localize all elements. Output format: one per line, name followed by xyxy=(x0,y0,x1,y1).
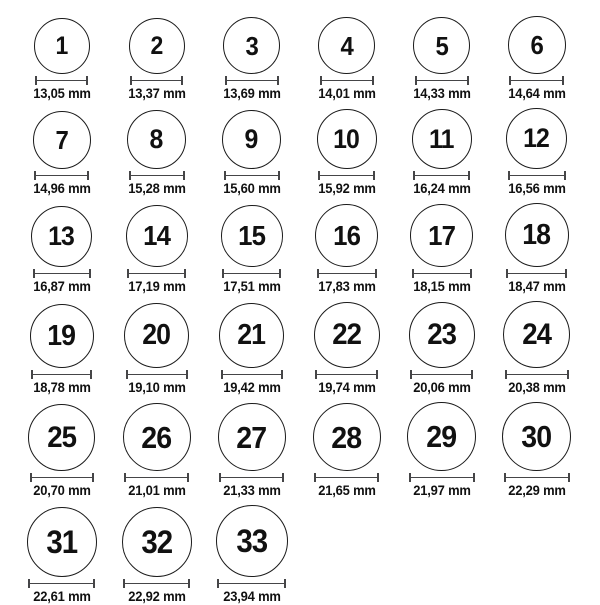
diameter-measure-line xyxy=(509,76,564,85)
ring-size-number: 28 xyxy=(331,419,362,455)
ring-circle xyxy=(407,402,476,471)
measure-line xyxy=(509,175,565,177)
measure-line xyxy=(127,374,187,376)
ring-circle xyxy=(313,403,381,471)
ring-size-number: 19 xyxy=(47,319,76,352)
diameter-measure-line xyxy=(222,269,281,278)
measure-tick-right-icon xyxy=(187,473,189,482)
ring-size-item xyxy=(14,507,109,605)
measure-tick-right-icon xyxy=(568,473,570,482)
measure-tick-right-icon xyxy=(181,76,183,85)
measure-tick-right-icon xyxy=(279,269,281,278)
ring-size-number: 2 xyxy=(150,31,163,60)
chart-row xyxy=(14,203,600,295)
ring-circle xyxy=(33,111,91,169)
diameter-measure-line xyxy=(504,473,570,482)
diameter-label: 22,29 mm xyxy=(507,483,566,498)
diameter-label: 15,92 mm xyxy=(317,181,376,196)
measure-line xyxy=(507,273,566,275)
diameter-measure-line xyxy=(318,171,375,180)
diameter-label: 21,65 mm xyxy=(317,483,376,498)
diameter-measure-line xyxy=(505,370,569,379)
diameter-label: 19,10 mm xyxy=(127,380,186,395)
ring-circle xyxy=(505,203,569,267)
diameter-measure-line xyxy=(320,76,374,85)
measure-tick-right-icon xyxy=(89,269,91,278)
diameter-label: 23,94 mm xyxy=(222,589,281,604)
ring-size-number: 22 xyxy=(332,318,361,351)
measure-line xyxy=(416,80,468,82)
measure-line xyxy=(410,477,474,479)
ring-size-number: 5 xyxy=(435,30,448,61)
measure-tick-right-icon xyxy=(87,171,89,180)
measure-line xyxy=(29,583,94,585)
diameter-measure-line xyxy=(506,269,567,278)
measure-tick-right-icon xyxy=(92,473,94,482)
ring-size-number: 21 xyxy=(237,319,266,351)
ring-size-number: 27 xyxy=(236,419,267,455)
diameter-label: 22,92 mm xyxy=(127,589,186,604)
ring-size-item xyxy=(204,303,299,396)
diameter-measure-line xyxy=(410,370,473,379)
ring-size-item xyxy=(394,402,489,499)
ring-size-number: 8 xyxy=(150,124,163,154)
diameter-label: 21,33 mm xyxy=(222,483,281,498)
ring-size-number: 29 xyxy=(426,419,457,454)
ring-size-item xyxy=(14,18,109,102)
diameter-label: 15,60 mm xyxy=(222,181,281,196)
ring-size-item xyxy=(109,18,204,102)
diameter-measure-line xyxy=(412,269,472,278)
chart-row xyxy=(14,16,600,102)
ring-circle xyxy=(223,17,280,74)
diameter-measure-line xyxy=(219,473,284,482)
ring-size-number: 24 xyxy=(522,317,551,351)
diameter-label: 14,96 mm xyxy=(32,181,91,196)
ring-circle xyxy=(123,403,191,471)
ring-size-item xyxy=(299,17,394,102)
diameter-label: 22,61 mm xyxy=(32,589,91,604)
diameter-label: 16,87 mm xyxy=(32,279,91,294)
ring-size-item xyxy=(299,302,394,396)
diameter-label: 17,19 mm xyxy=(127,279,186,294)
measure-tick-right-icon xyxy=(473,473,475,482)
ring-size-item xyxy=(109,303,204,396)
diameter-measure-line xyxy=(28,579,95,588)
diameter-label: 19,42 mm xyxy=(222,380,281,395)
measure-tick-right-icon xyxy=(278,171,280,180)
ring-size-number: 11 xyxy=(429,123,454,154)
ring-size-item xyxy=(14,404,109,499)
ring-size-item xyxy=(204,110,299,197)
diameter-measure-line xyxy=(413,171,470,180)
measure-line xyxy=(218,583,285,585)
ring-size-number: 18 xyxy=(522,218,551,251)
diameter-measure-line xyxy=(33,269,91,278)
measure-tick-right-icon xyxy=(188,579,190,588)
measure-tick-right-icon xyxy=(565,269,567,278)
diameter-measure-line xyxy=(315,370,378,379)
diameter-label: 18,78 mm xyxy=(32,380,91,395)
ring-size-number: 17 xyxy=(428,219,455,251)
diameter-measure-line xyxy=(35,76,88,85)
measure-line xyxy=(226,80,278,82)
diameter-label: 14,33 mm xyxy=(412,86,471,101)
measure-line xyxy=(414,175,469,177)
ring-circle xyxy=(508,16,566,74)
ring-size-number: 10 xyxy=(333,123,360,154)
diameter-measure-line xyxy=(123,579,190,588)
ring-size-number: 6 xyxy=(530,30,543,60)
ring-circle xyxy=(28,404,95,471)
ring-size-item xyxy=(109,403,204,499)
ring-circle xyxy=(129,18,185,74)
ring-circle xyxy=(222,110,281,169)
measure-line xyxy=(321,80,373,82)
measure-tick-right-icon xyxy=(562,76,564,85)
measure-line xyxy=(36,80,87,82)
measure-tick-right-icon xyxy=(183,171,185,180)
ring-size-number: 15 xyxy=(238,220,265,251)
diameter-measure-line xyxy=(314,473,379,482)
measure-tick-right-icon xyxy=(375,269,377,278)
diameter-measure-line xyxy=(127,269,186,278)
measure-line xyxy=(505,477,569,479)
ring-size-item xyxy=(394,302,489,396)
diameter-label: 14,01 mm xyxy=(317,86,376,101)
ring-circle xyxy=(410,204,473,267)
measure-tick-right-icon xyxy=(564,171,566,180)
measure-tick-right-icon xyxy=(282,473,284,482)
ring-size-item xyxy=(109,205,204,295)
measure-line xyxy=(32,374,91,376)
measure-tick-right-icon xyxy=(471,370,473,379)
measure-tick-right-icon xyxy=(186,370,188,379)
ring-circle xyxy=(127,110,186,169)
measure-line xyxy=(223,273,280,275)
ring-size-number: 25 xyxy=(47,420,76,454)
diameter-label: 18,15 mm xyxy=(412,279,471,294)
ring-circle xyxy=(218,403,286,471)
diameter-measure-line xyxy=(34,171,89,180)
chart-row xyxy=(14,301,600,396)
ring-circle xyxy=(409,302,475,368)
ring-size-number: 26 xyxy=(141,419,172,455)
ring-circle xyxy=(314,302,380,368)
diameter-measure-line xyxy=(225,76,279,85)
diameter-label: 14,64 mm xyxy=(507,86,566,101)
diameter-label: 20,06 mm xyxy=(412,380,471,395)
ring-size-item xyxy=(394,17,489,102)
chart-row xyxy=(14,108,600,197)
diameter-measure-line xyxy=(415,76,469,85)
measure-line xyxy=(411,374,472,376)
ring-size-number: 23 xyxy=(427,318,456,351)
measure-tick-right-icon xyxy=(284,579,286,588)
diameter-measure-line xyxy=(217,579,286,588)
diameter-measure-line xyxy=(126,370,188,379)
ring-circle xyxy=(126,205,188,267)
measure-tick-right-icon xyxy=(373,171,375,180)
diameter-label: 18,47 mm xyxy=(507,279,566,294)
diameter-label: 13,05 mm xyxy=(32,86,91,101)
ring-circle xyxy=(413,17,470,74)
diameter-label: 21,01 mm xyxy=(127,483,186,498)
measure-line xyxy=(220,477,283,479)
measure-tick-right-icon xyxy=(281,370,283,379)
ring-size-number: 16 xyxy=(333,219,360,251)
ring-circle xyxy=(318,17,375,74)
ring-circle xyxy=(124,303,189,368)
measure-tick-right-icon xyxy=(470,269,472,278)
diameter-measure-line xyxy=(129,171,185,180)
diameter-label: 16,56 mm xyxy=(507,181,566,196)
ring-size-item xyxy=(204,205,299,295)
ring-size-item xyxy=(489,402,584,499)
ring-size-item xyxy=(394,109,489,197)
measure-line xyxy=(125,477,188,479)
measure-line xyxy=(131,80,182,82)
measure-tick-right-icon xyxy=(376,370,378,379)
ring-circle xyxy=(317,109,377,169)
diameter-measure-line xyxy=(221,370,283,379)
ring-circle xyxy=(216,505,288,577)
measure-tick-right-icon xyxy=(467,76,469,85)
ring-circle xyxy=(503,301,570,368)
ring-circle xyxy=(315,204,378,267)
ring-size-item xyxy=(489,108,584,197)
measure-tick-right-icon xyxy=(184,269,186,278)
measure-line xyxy=(128,273,185,275)
measure-line xyxy=(31,477,93,479)
diameter-label: 13,37 mm xyxy=(127,86,186,101)
ring-circle xyxy=(30,304,94,368)
diameter-label: 15,28 mm xyxy=(127,181,186,196)
ring-size-number: 14 xyxy=(143,220,170,251)
ring-size-number: 32 xyxy=(141,524,172,560)
diameter-measure-line xyxy=(224,171,280,180)
ring-size-item xyxy=(299,109,394,197)
diameter-label: 19,74 mm xyxy=(317,380,376,395)
ring-circle xyxy=(122,507,192,577)
ring-circle xyxy=(506,108,567,169)
measure-line xyxy=(413,273,471,275)
diameter-measure-line xyxy=(409,473,475,482)
ring-size-item xyxy=(204,505,299,605)
measure-line xyxy=(316,374,377,376)
ring-size-number: 7 xyxy=(55,125,68,155)
measure-tick-right-icon xyxy=(372,76,374,85)
chart-row xyxy=(14,402,600,499)
ring-size-number: 3 xyxy=(245,30,258,61)
measure-tick-right-icon xyxy=(567,370,569,379)
measure-tick-right-icon xyxy=(90,370,92,379)
ring-circle xyxy=(27,507,97,577)
diameter-label: 20,38 mm xyxy=(507,380,566,395)
ring-circle xyxy=(412,109,472,169)
ring-size-item xyxy=(204,17,299,102)
ring-size-item xyxy=(489,301,584,396)
measure-line xyxy=(510,80,563,82)
measure-line xyxy=(130,175,184,177)
ring-circle xyxy=(31,206,92,267)
diameter-label: 13,69 mm xyxy=(222,86,281,101)
ring-size-number: 4 xyxy=(340,30,353,61)
measure-line xyxy=(222,374,282,376)
diameter-measure-line xyxy=(508,171,566,180)
measure-line xyxy=(315,477,378,479)
ring-size-item xyxy=(204,403,299,499)
ring-size-number: 9 xyxy=(245,124,258,154)
ring-size-item xyxy=(109,507,204,605)
ring-size-item xyxy=(489,16,584,102)
ring-size-number: 30 xyxy=(521,419,552,454)
diameter-label: 17,83 mm xyxy=(317,279,376,294)
measure-line xyxy=(124,583,189,585)
measure-line xyxy=(35,175,88,177)
ring-size-item xyxy=(14,304,109,396)
measure-tick-right-icon xyxy=(377,473,379,482)
ring-size-item xyxy=(14,111,109,197)
measure-line xyxy=(319,175,374,177)
ring-circle xyxy=(34,18,90,74)
chart-row xyxy=(14,505,600,605)
measure-tick-right-icon xyxy=(468,171,470,180)
diameter-measure-line xyxy=(130,76,183,85)
diameter-label: 17,51 mm xyxy=(222,279,281,294)
measure-line xyxy=(506,374,568,376)
measure-line xyxy=(225,175,279,177)
measure-line xyxy=(34,273,90,275)
ring-size-number: 31 xyxy=(46,524,77,560)
ring-circle xyxy=(502,402,571,471)
ring-size-item xyxy=(394,204,489,295)
ring-size-number: 12 xyxy=(523,123,550,153)
ring-size-number: 20 xyxy=(142,319,171,351)
diameter-label: 21,97 mm xyxy=(412,483,471,498)
ring-size-number: 33 xyxy=(236,523,267,559)
ring-size-item xyxy=(109,110,204,197)
diameter-measure-line xyxy=(317,269,377,278)
diameter-measure-line xyxy=(30,473,94,482)
ring-circle xyxy=(221,205,283,267)
ring-size-item xyxy=(489,203,584,295)
measure-tick-right-icon xyxy=(277,76,279,85)
measure-tick-right-icon xyxy=(93,579,95,588)
ring-circle xyxy=(219,303,284,368)
ring-size-item xyxy=(299,403,394,499)
diameter-measure-line xyxy=(31,370,92,379)
ring-size-item xyxy=(14,206,109,295)
ring-size-number: 13 xyxy=(48,221,75,251)
diameter-label: 16,24 mm xyxy=(412,181,471,196)
measure-line xyxy=(318,273,376,275)
diameter-measure-line xyxy=(124,473,189,482)
ring-size-item xyxy=(299,204,394,295)
ring-size-number: 1 xyxy=(55,31,68,60)
measure-tick-right-icon xyxy=(86,76,88,85)
diameter-label: 20,70 mm xyxy=(32,483,91,498)
